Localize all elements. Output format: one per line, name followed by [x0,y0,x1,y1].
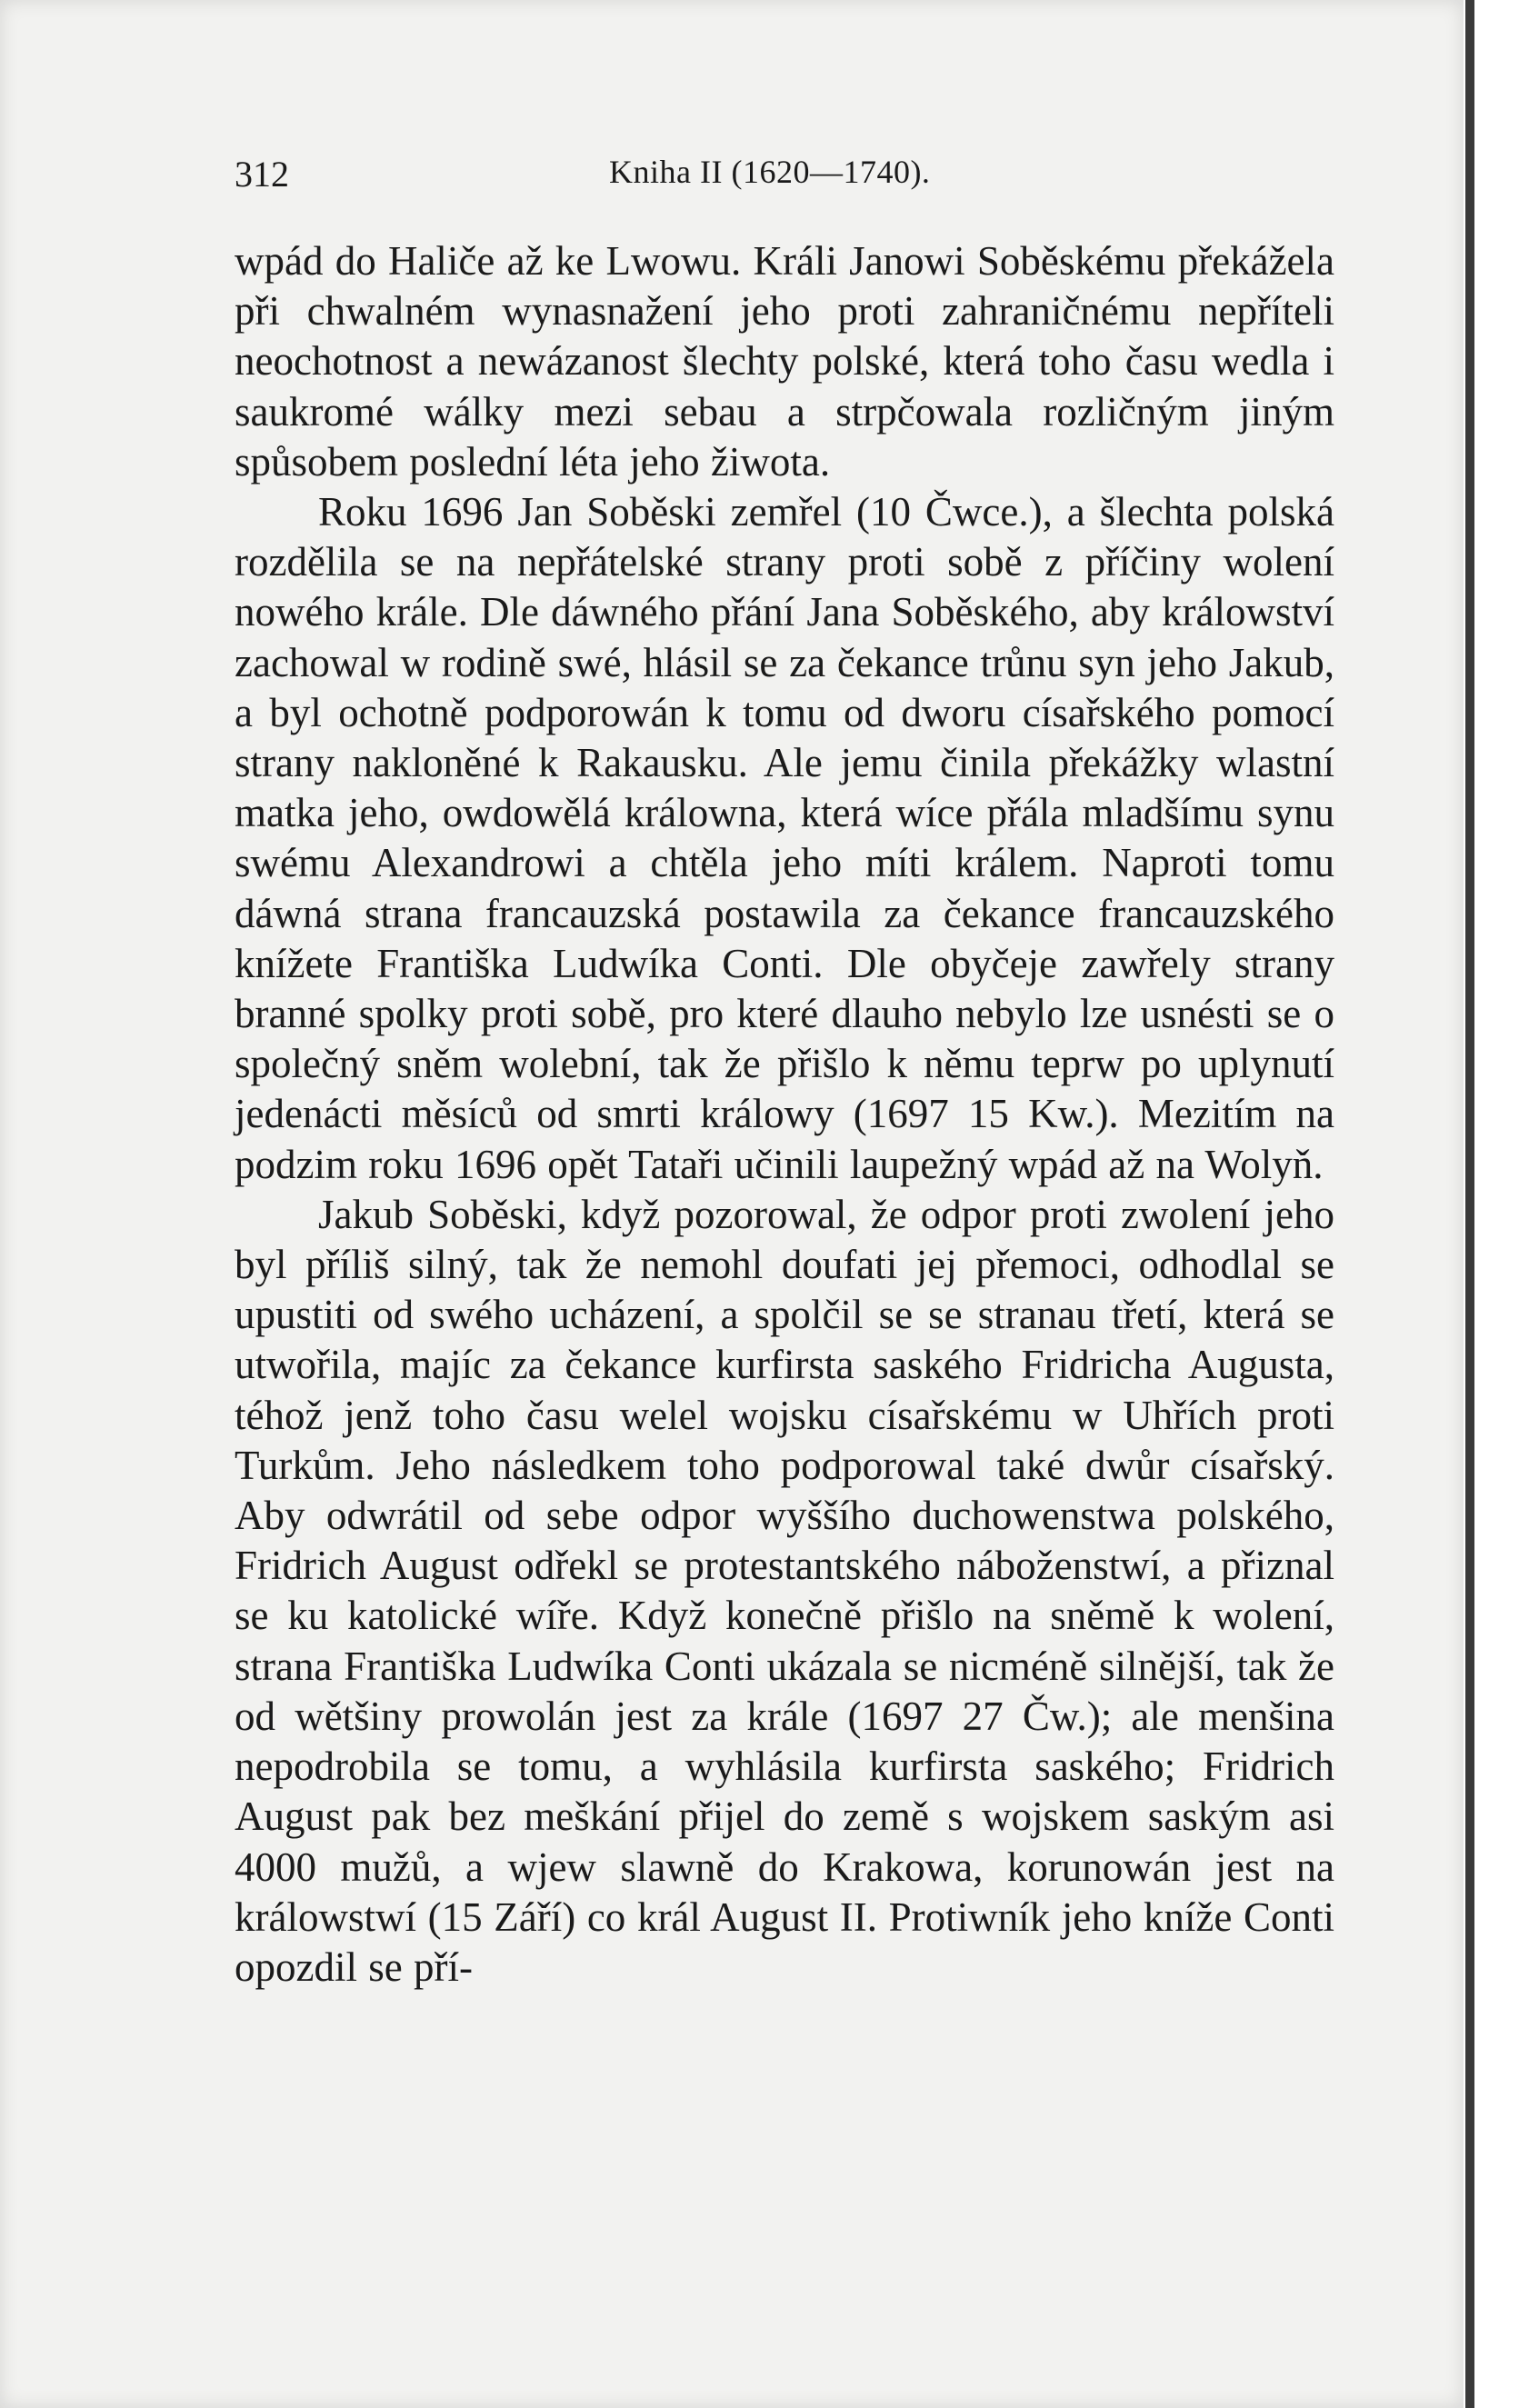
body-text [235,236,1334,1993]
page-header [235,136,1334,195]
paragraph-2: Roku 1696 Jan Soběski zemřel (10 Čwce.), a šlechta polská rozdělila se na nepřátelské strany proti sobě z příčiny wolení nowého krále. Dle dáwného přání Jana Soběského, aby králowství zachowal w rodině swé, hlásil se za čekance trůnu syn jeho Jakub, a byl ochotně podporowán k tomu od dworu císařského pomocí strany nakloněné k Rakausku. Ale jemu činila překážky wlastní matka jeho, owdowělá králowna, která wíce přála mladšímu synu swému Alexandrowi a chtěla jeho míti králem. Naproti tomu dáwná strana francauzská postawila za čekance francauzského knížete Františka Ludwíka Conti. Dle obyčeje zawřely strany branné spolky proti sobě, pro které dlauho nebylo lze usnésti se o společný sněm wolební, tak že přišlo k němu teprw po uplynutí jedenácti měsíců od smrti králowy (1697 15 Kw.). Mezitím na podzim roku 1696 opět Tataři učinili laupežný wpád až na Wolyň. [235,489,1334,1187]
page-content [235,136,1334,1993]
page-margin-right [1474,0,1539,2408]
running-head: Kniha II (1620—1740). [609,154,931,190]
paragraph-3: Jakub Soběski, když pozorowal, že odpor proti zwolení jeho byl příliš silný, tak že nemohl doufati jej přemoci, odhodlal se upustiti od swého ucházení, a spolčil se se stranau třetí, která se utwořila, majíc za čekance kurfirsta saského Fridricha Augusta, téhož jenž toho času welel wojsku císařskému w Uhřích proti Turkům. Jeho následkem toho podporowal také dwůr císařský. Aby odwrátil od sebe odpor wyššího duchowenstwa polského, Fridrich August odřekl se protestantského náboženstwí, a přiznal se ku katolické wíře. Když konečně přišlo na sněmě k wolení, strana Františka Ludwíka Conti ukázala se nicméně silnější, tak že od wětšiny prowolán jest za krále (1697 27 Čw.); ale menšina nepodrobila se tomu, a wyhlásila kurfirsta saského; Fridrich August pak bez meškání přijel do země s wojskem saským asi 4000 mužů, a wjew slawně do Krakowa, korunowán jest na králowstwí (15 Září) co král August II. Protiwník jeho kníže Conti opozdil se pří- [235,1191,1334,1990]
page-number: 312 [235,154,289,195]
page-edge-shadow [1465,0,1474,2408]
paragraph-1: wpád do Haliče až ke Lwowu. Králi Janowi Soběskému překážela při chwalném wynasnažení jeho proti zahraničnému nepříteli neochotnost a newázanost šlechty polské, která toho času wedla i saukromé wálky mezi sebau a strpčowala rozličným jiným spůsobem poslední léta jeho žiwota. [235,238,1334,485]
